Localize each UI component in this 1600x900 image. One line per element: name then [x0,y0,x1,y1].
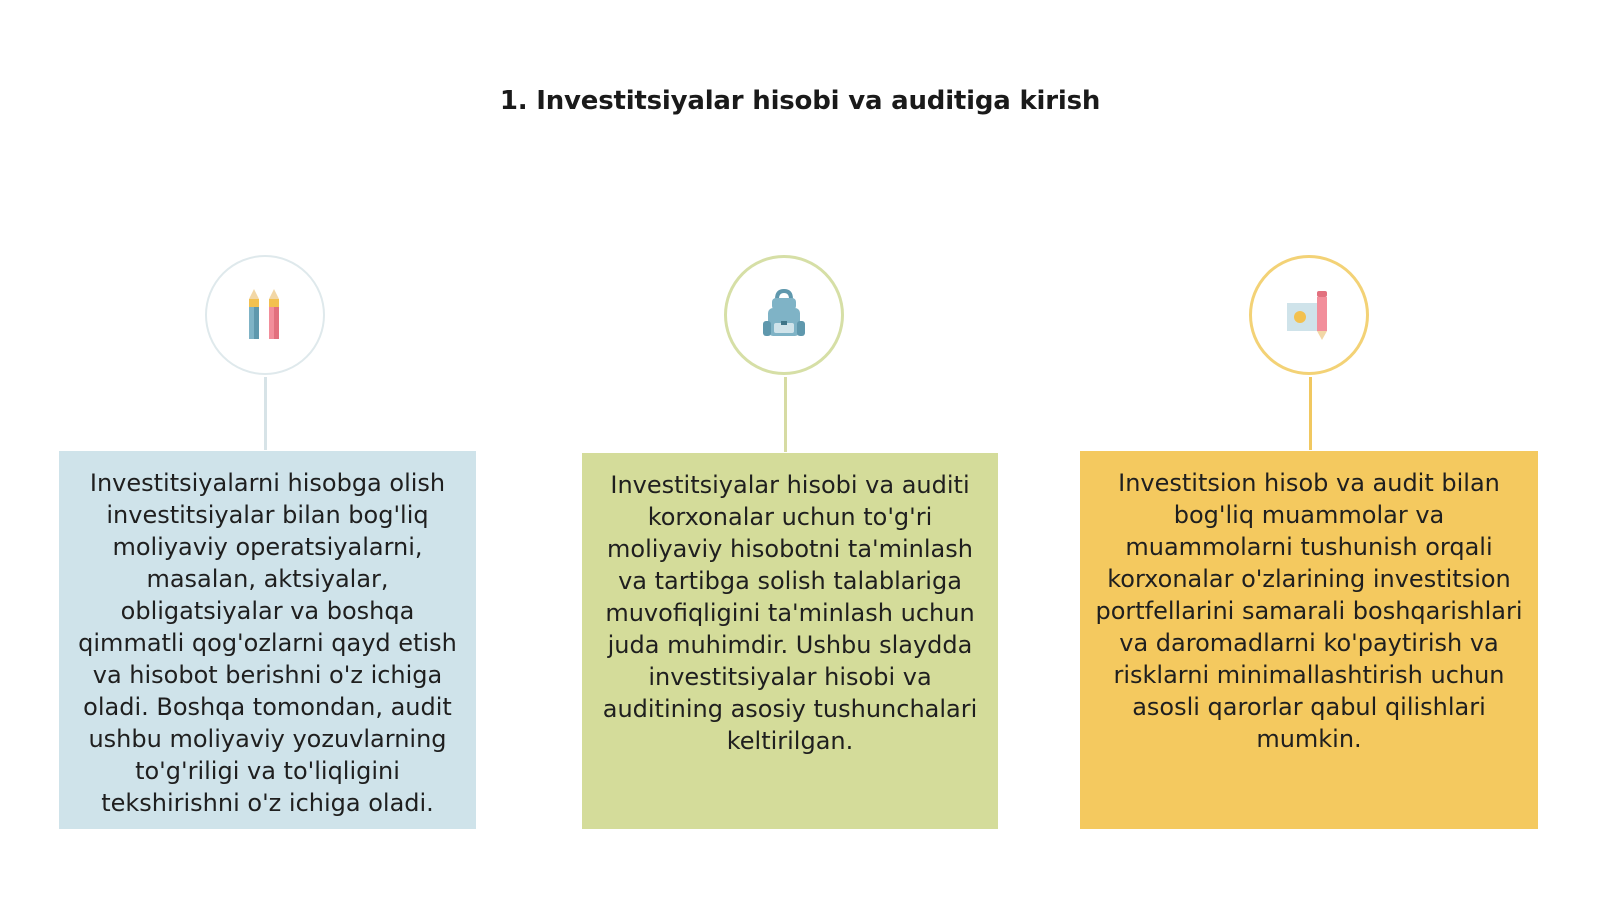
connector-line-1 [264,377,267,450]
card-text-1: Investitsiyalarni hisobga olish investitsiyalar bilan bog'liq moliyaviy operatsiyalarni, masalan, aktsiyalar, obligatsiyalar va boshqa qimmatli qog'ozlarni qayd etish va hisobot berishni o'z ichiga oladi. Boshqa tomondan, audit ushbu moliyaviy yozuvlarning to'g'riligi va to'liqligini tekshirishni o'z ichiga oladi. [78,469,457,817]
icon-circle-3 [1249,255,1369,375]
card-text-2: Investitsiyalar hisobi va auditi korxonalar uchun to'g'ri moliyaviy hisobotni ta'minlash va tartibga solish talablariga muvofiqligini ta'minlash uchun juda muhimdir. Ushbu slaydda investitsiyalar hisobi va auditining asosiy tushunchalari keltirilgan. [602,471,978,755]
info-card-3 [1080,451,1538,829]
connector-line-3 [1309,377,1312,450]
info-card-1 [59,451,476,829]
card-text-3: Investitsion hisob va audit bilan bog'liq muammolar va muammolarni tushunish orqali korxonalar o'zlarining investitsion portfellarini samarali boshqarishlari va daromadlarni ko'paytirish va risklarni minimallashtirish uchun asosli qarorlar qabul qilishlari mumkin. [1095,469,1523,753]
pencils-icon [235,285,295,345]
drawing-pencil-icon [1279,285,1339,345]
slide-title: 1. Investitsiyalar hisobi va auditiga kirish [499,86,1101,116]
connector-line-2 [784,377,787,452]
icon-circle-1 [205,255,325,375]
backpack-icon [754,285,814,345]
info-card-2 [582,453,998,829]
icon-circle-2 [724,255,844,375]
